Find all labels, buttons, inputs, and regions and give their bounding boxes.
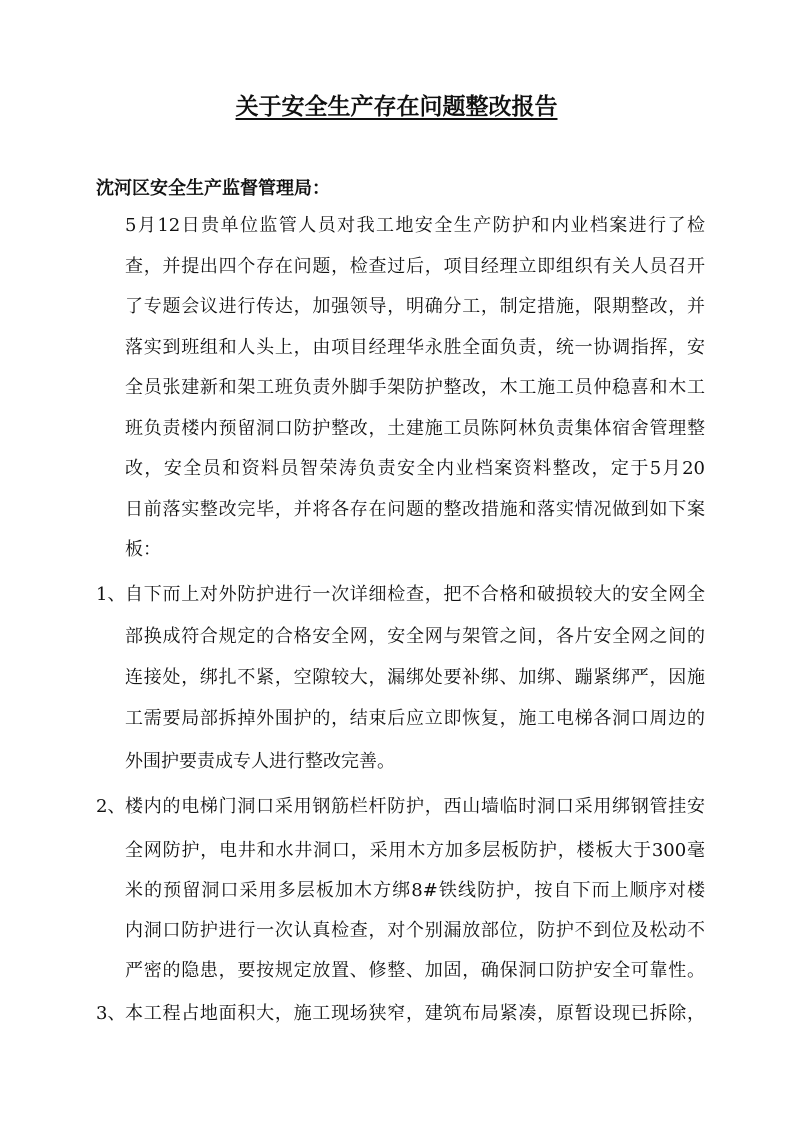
- item-line: 自下而上对外防护进行一次详细检查，把不合格和破损较大的安全网全: [125, 584, 705, 605]
- paragraph-line: 5月12日贵单位监管人员对我工地安全生产防护和内业档案进行了检: [125, 215, 705, 236]
- paragraph-line: 全员张建新和架工班负责外脚手架防护整改，木工施工员仲稳喜和木工: [125, 377, 705, 398]
- item-line: 外围护要责成专人进行整改完善。: [125, 751, 395, 772]
- document-title: [0, 88, 793, 121]
- paragraph-line: 日前落实整改完毕，并将各存在问题的整改措施和落实情况做到如下案: [125, 499, 705, 520]
- title-text: 关于安全生产存在问题整改报告: [235, 93, 558, 120]
- item-line: 楼内的电梯门洞口采用钢筋栏杆防护，西山墙临时洞口采用绑钢管挂安: [125, 796, 705, 817]
- item-line: 连接处，绑扎不紧，空隙较大，漏绑处要补绑、加绑、蹦紧绑严，因施: [125, 667, 705, 688]
- item-line: 全网防护，电井和水井洞口，采用木方加多层板防护，楼板大于300毫: [125, 840, 705, 861]
- item-line: 内洞口防护进行一次认真检查，对个别漏放部位，防护不到位及松动不: [125, 920, 705, 941]
- item-line: 严密的隐患，要按规定放置、修整、加固，确保洞口防护安全可靠性。: [125, 960, 705, 981]
- paragraph-line: 查，并提出四个存在问题，检查过后，项目经理立即组织有关人员召开: [125, 256, 705, 277]
- paragraph-line: 落实到班组和人头上，由项目经理华永胜全面负责，统一协调指挥，安: [125, 337, 705, 358]
- paragraph-line: 板：: [125, 539, 161, 560]
- paragraph-line: 改，安全员和资料员智荣涛负责安全内业档案资料整改，定于5月20: [125, 458, 705, 479]
- paragraph-line: 班负责楼内预留洞口防护整改，土建施工员陈阿林负责集体宿舍管理整: [125, 418, 705, 439]
- item-number: 1、: [96, 584, 126, 605]
- item-line: 工需要局部拆掉外围护的，结束后应立即恢复，施工电梯各洞口周边的: [125, 708, 705, 729]
- paragraph-line: 了专题会议进行传达，加强领导，明确分工，制定措施，限期整改，并: [125, 296, 705, 317]
- item-line: 本工程占地面积大，施工现场狭窄，建筑布局紧凑，原暂设现已拆除，: [125, 1003, 705, 1024]
- item-line: 部换成符合规定的合格安全网，安全网与架管之间，各片安全网之间的: [125, 626, 705, 647]
- item-number: 2、: [96, 796, 126, 817]
- item-number: 3、: [96, 1003, 126, 1024]
- salutation: 沈河区安全生产监督管理局：: [96, 178, 330, 199]
- item-line: 米的预留洞口采用多层板加木方绑8#铁线防护，按自下而上顺序对楼: [125, 880, 705, 901]
